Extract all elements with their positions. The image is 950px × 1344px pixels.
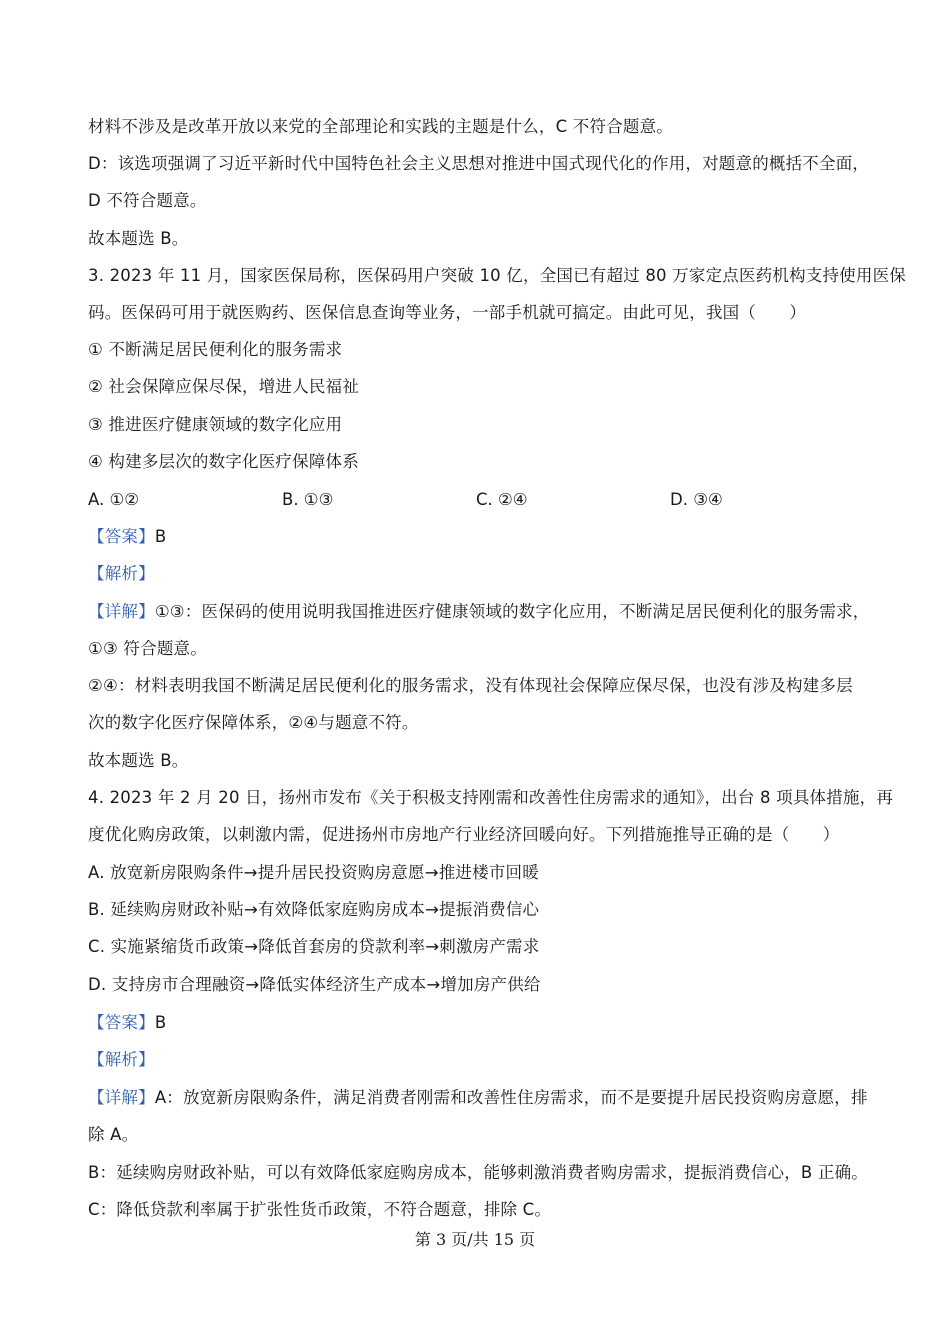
q3-stem-line-1: 3. 2023 年 11 月，国家医保局称，医保码用户突破 10 亿，全国已有超过 80 万家定点医药机构支持使用医保	[88, 266, 906, 285]
q4-analysis	[88, 1048, 880, 1072]
prev-question-option-d-cont: D 不符合题意。	[88, 191, 207, 210]
q3-item-1: ① 不断满足居民便利化的服务需求	[88, 340, 343, 359]
q3-detail-line-2: ①③ 符合题意。	[88, 639, 207, 658]
q4-answer-value: B	[154, 1013, 167, 1032]
q3-detail-line-3: ②④：材料表明我国不断满足居民便利化的服务需求，没有体现社会保障应保尽保，也没有涉及构建多层	[88, 676, 853, 695]
q4-detail-line-3: B：延续购房财政补贴，可以有效降低家庭购房成本，能够刺激消费者购房需求，提振消费信心，B 正确。	[88, 1163, 868, 1182]
q3-option-d: D. ③④	[670, 490, 723, 509]
q4-option-b: B. 延续购房财政补贴→有效降低家庭购房成本→提振消费信心	[88, 900, 540, 919]
q4-option-d: D. 支持房市合理融资→降低实体经济生产成本→增加房产供给	[88, 975, 541, 994]
q4-detail-text-1: A：放宽新房限购条件，满足消费者刚需和改善性住房需求，而不是要提升居民投资购房意愿，排	[154, 1088, 868, 1107]
q4-detail-line-2: 除 A。	[88, 1125, 139, 1144]
q3-stem-line-2: 码。医保码可用于就医购药、医保信息查询等业务，一部手机就可搞定。由此可见，我国（ ）	[88, 303, 807, 322]
q3-item-4: ④ 构建多层次的数字化医疗保障体系	[88, 452, 359, 471]
q3-detail-tag: 【详解】	[88, 602, 155, 621]
q3-option-c: C. ②④	[476, 490, 528, 509]
q3-answer-tag: 【答案】	[88, 527, 155, 546]
q3-answer-value: B	[154, 527, 167, 546]
prev-question-line: 材料不涉及是改革开放以来党的全部理论和实践的主题是什么，C 不符合题意。	[88, 117, 673, 136]
q3-answer	[88, 525, 880, 549]
q4-option-a: A. 放宽新房限购条件→提升居民投资购房意愿→推进楼市回暖	[88, 863, 539, 882]
q3-conclusion: 故本题选 B。	[88, 751, 189, 770]
q4-option-c: C. 实施紧缩货币政策→降低首套房的贷款利率→刺激房产需求	[88, 937, 540, 956]
page-number-footer: 第 3 页/共 15 页	[414, 1230, 536, 1249]
q3-item-3: ③ 推进医疗健康领域的数字化应用	[88, 415, 343, 434]
q4-analysis-tag: 【解析】	[88, 1050, 155, 1069]
q3-detail-line-1	[88, 600, 880, 624]
q4-answer-tag: 【答案】	[88, 1013, 155, 1032]
q3-analysis-tag: 【解析】	[88, 564, 155, 583]
q3-detail-text-1: ①③：医保码的使用说明我国推进医疗健康领域的数字化应用，不断满足居民便利化的服务需求，	[154, 602, 870, 621]
q3-analysis	[88, 562, 880, 586]
q4-stem-line-1: 4. 2023 年 2 月 20 日，扬州市发布《关于积极支持刚需和改善性住房需求的通知》，出台 8 项具体措施，再	[88, 788, 894, 807]
prev-question-conclusion: 故本题选 B。	[88, 229, 189, 248]
q3-option-a: A. ①②	[88, 490, 140, 509]
prev-question-option-d: D：该选项强调了习近平新时代中国特色社会主义思想对推进中国式现代化的作用，对题意的概括不全面，	[88, 154, 870, 173]
q3-detail-line-4: 次的数字化医疗保障体系，②④与题意不符。	[88, 713, 419, 732]
q4-stem-line-2: 度优化购房政策，以刺激内需，促进扬州市房地产行业经济回暖向好。下列措施推导正确的是（ ）	[88, 825, 840, 844]
q4-detail-tag: 【详解】	[88, 1088, 155, 1107]
q4-answer	[88, 1011, 880, 1035]
q3-options	[88, 488, 888, 512]
q3-item-2: ② 社会保障应保尽保，增进人民福祉	[88, 377, 359, 396]
q4-detail-line-4: C：降低贷款利率属于扩张性货币政策，不符合题意，排除 C。	[88, 1200, 552, 1219]
q3-option-b: B. ①③	[282, 490, 334, 509]
q4-detail-line-1	[88, 1086, 880, 1110]
